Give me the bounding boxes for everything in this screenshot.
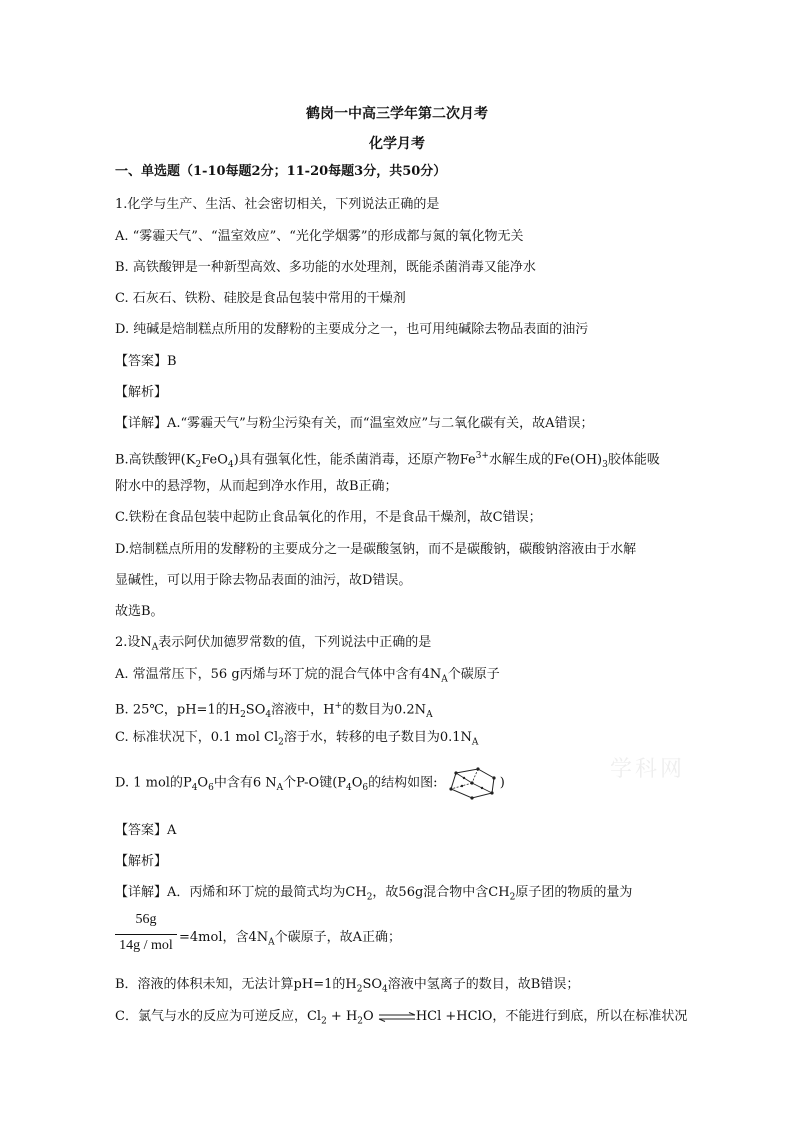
text: 水解生成的Fe(OH) <box>488 452 603 468</box>
subscript: A <box>441 674 448 685</box>
q1-answer: 【答案】B <box>115 354 177 369</box>
watermark: 学科网 <box>610 757 686 782</box>
subscript: 3 <box>602 459 608 470</box>
subscript: 2 <box>278 737 284 748</box>
text: C. 标准状况下，0.1 mol Cl <box>115 730 279 745</box>
q2-option-a <box>115 666 500 689</box>
subscript: A <box>471 737 479 748</box>
text: SO <box>245 702 266 718</box>
fraction-numerator: 56g <box>135 912 157 927</box>
subscript: 4 <box>346 783 352 794</box>
subscript: A <box>276 783 284 794</box>
text: 个碳原子，故A正确； <box>274 930 402 945</box>
subject-title: 化学月考 <box>369 136 425 152</box>
subscript: 2 <box>240 709 246 720</box>
text: 的结构如图: <box>368 775 438 791</box>
text: 个P-O键(P <box>283 775 347 791</box>
text: D. 1 mol的P <box>115 775 192 791</box>
text: )具有强氧化性，能杀菌消毒，还原产物Fe <box>233 452 476 468</box>
section-heading: 一、单选题（1-10每题2分；11-20每题3分，共50分） <box>115 164 447 179</box>
fraction-bar <box>115 934 177 935</box>
q2-analysis-label: 【解析】 <box>115 854 168 869</box>
text: =4mol，含4N <box>179 930 269 945</box>
text: 表示阿伏加德罗常数的值，下列说法中正确的是 <box>158 635 432 650</box>
text: 个碳原子 <box>447 667 500 682</box>
text: C．氯气与水的反应为可逆反应，Cl <box>115 1009 322 1024</box>
text: 溶液中氢离子的数目，故B错误； <box>387 977 580 992</box>
q2-answer: 【答案】A <box>115 823 177 838</box>
subscript: 4 <box>382 984 388 995</box>
superscript: + <box>334 701 342 711</box>
subscript: 2 <box>357 1016 364 1027</box>
text: 中含有6 N <box>213 775 277 791</box>
subscript: A <box>151 642 159 653</box>
subscript: 2 <box>195 459 202 470</box>
q1-detail-a: 【详解】A.“雾霾天气”与粉尘污染有关，而“温室效应”与二氧化碳有关，故A错误； <box>115 416 594 431</box>
q2-detail-b <box>115 976 579 999</box>
superscript: 3+ <box>475 451 489 461</box>
q1-option-c: C. 石灰石、铁粉、硅胶是食品包装中常用的干燥剂 <box>115 291 406 306</box>
fraction-denominator: 14g / mol <box>119 938 173 953</box>
q2-stem <box>115 634 431 657</box>
text: O <box>363 1009 374 1024</box>
q1-option-b: B. 高铁酸钾是一种新型高效、多功能的水处理剂，既能杀菌消毒又能净水 <box>115 260 536 275</box>
subscript: 4 <box>265 709 272 720</box>
text: 溶液中，H <box>271 702 335 718</box>
text: 的数目为0.2N <box>342 702 427 718</box>
school-title: 鹤岗一中高三学年第二次月考 <box>306 106 488 122</box>
subscript: A <box>426 709 433 720</box>
fraction-result <box>179 926 401 948</box>
text: B. 25℃，pH=1的H <box>115 702 241 718</box>
q2-option-b <box>115 697 433 724</box>
text: ，故56g混合物中含CH <box>372 885 510 900</box>
text: FeO <box>201 452 228 468</box>
text: B.高铁酸钾(K <box>115 452 196 468</box>
reversible-arrow-icon <box>378 1012 416 1022</box>
q1-stem: 1.化学与生产、生活、社会密切相关，下列说法正确的是 <box>115 197 440 212</box>
text: SO <box>362 977 383 992</box>
subscript: 6 <box>208 783 214 794</box>
text: A. 常温常压下，56 g丙烯与环丁烷的混合气体中含有4N <box>115 667 442 682</box>
q1-option-a: A. “雾霾天气”、“温室效应”、“光化学烟雾”的形成都与氮的氧化物无关 <box>115 229 524 244</box>
subscript: A <box>268 937 275 948</box>
q2-option-d <box>115 766 505 800</box>
text: O <box>197 775 209 791</box>
text: + H <box>326 1009 358 1024</box>
molar-fraction-formula <box>115 912 402 958</box>
q1-detail-c: C.铁粉在食品包装中起防止食品氧化的作用，不是食品干燥剂，故C错误； <box>115 510 542 525</box>
text: 【详解】A．丙烯和环丁烷的最简式均为CH <box>115 885 367 900</box>
subscript: 2 <box>356 984 363 995</box>
text: HCl +HClO，不能进行到底，所以在标准状况 <box>415 1009 688 1024</box>
text: 胶体能吸 <box>607 452 660 468</box>
q2-option-c <box>115 729 478 752</box>
q2-detail-a <box>115 884 632 907</box>
text: 溶于水，转移的电子数目为0.1N <box>283 730 472 745</box>
subscript: 4 <box>191 783 198 794</box>
q1-detail-b-line2: 附水中的悬浮物，从而起到净水作用，故B正确； <box>115 479 398 494</box>
q1-conclusion: 故选B。 <box>115 604 164 619</box>
q1-detail-d-line1: D.焙制糕点所用的发酵粉的主要成分之一是碳酸氢钠，而不是碳酸钠，碳酸钠溶液由于水解 <box>115 542 637 557</box>
text: 原子团的物质的量为 <box>515 885 633 900</box>
q1-analysis-label: 【解析】 <box>115 385 168 400</box>
subscript: 6 <box>362 783 369 794</box>
text: ) <box>499 775 505 791</box>
subscript: 4 <box>227 459 234 470</box>
text: B．溶液的体积未知，无法计算pH=1的H <box>115 977 357 992</box>
q2-detail-c <box>115 1008 687 1031</box>
p4o6-structure-diagram <box>442 766 500 800</box>
text: 2.设N <box>115 635 152 650</box>
q1-detail-d-line2: 显碱性，可以用于除去物品表面的油污，故D错误。 <box>115 573 412 588</box>
subscript: 2 <box>366 892 373 903</box>
text: O <box>351 775 363 791</box>
q1-detail-b-line1 <box>115 447 660 474</box>
q1-option-d: D. 纯碱是焙制糕点所用的发酵粉的主要成分之一，也可用纯碱除去物品表面的油污 <box>115 322 589 337</box>
subscript: 2 <box>321 1016 327 1027</box>
subscript: 2 <box>509 892 516 903</box>
